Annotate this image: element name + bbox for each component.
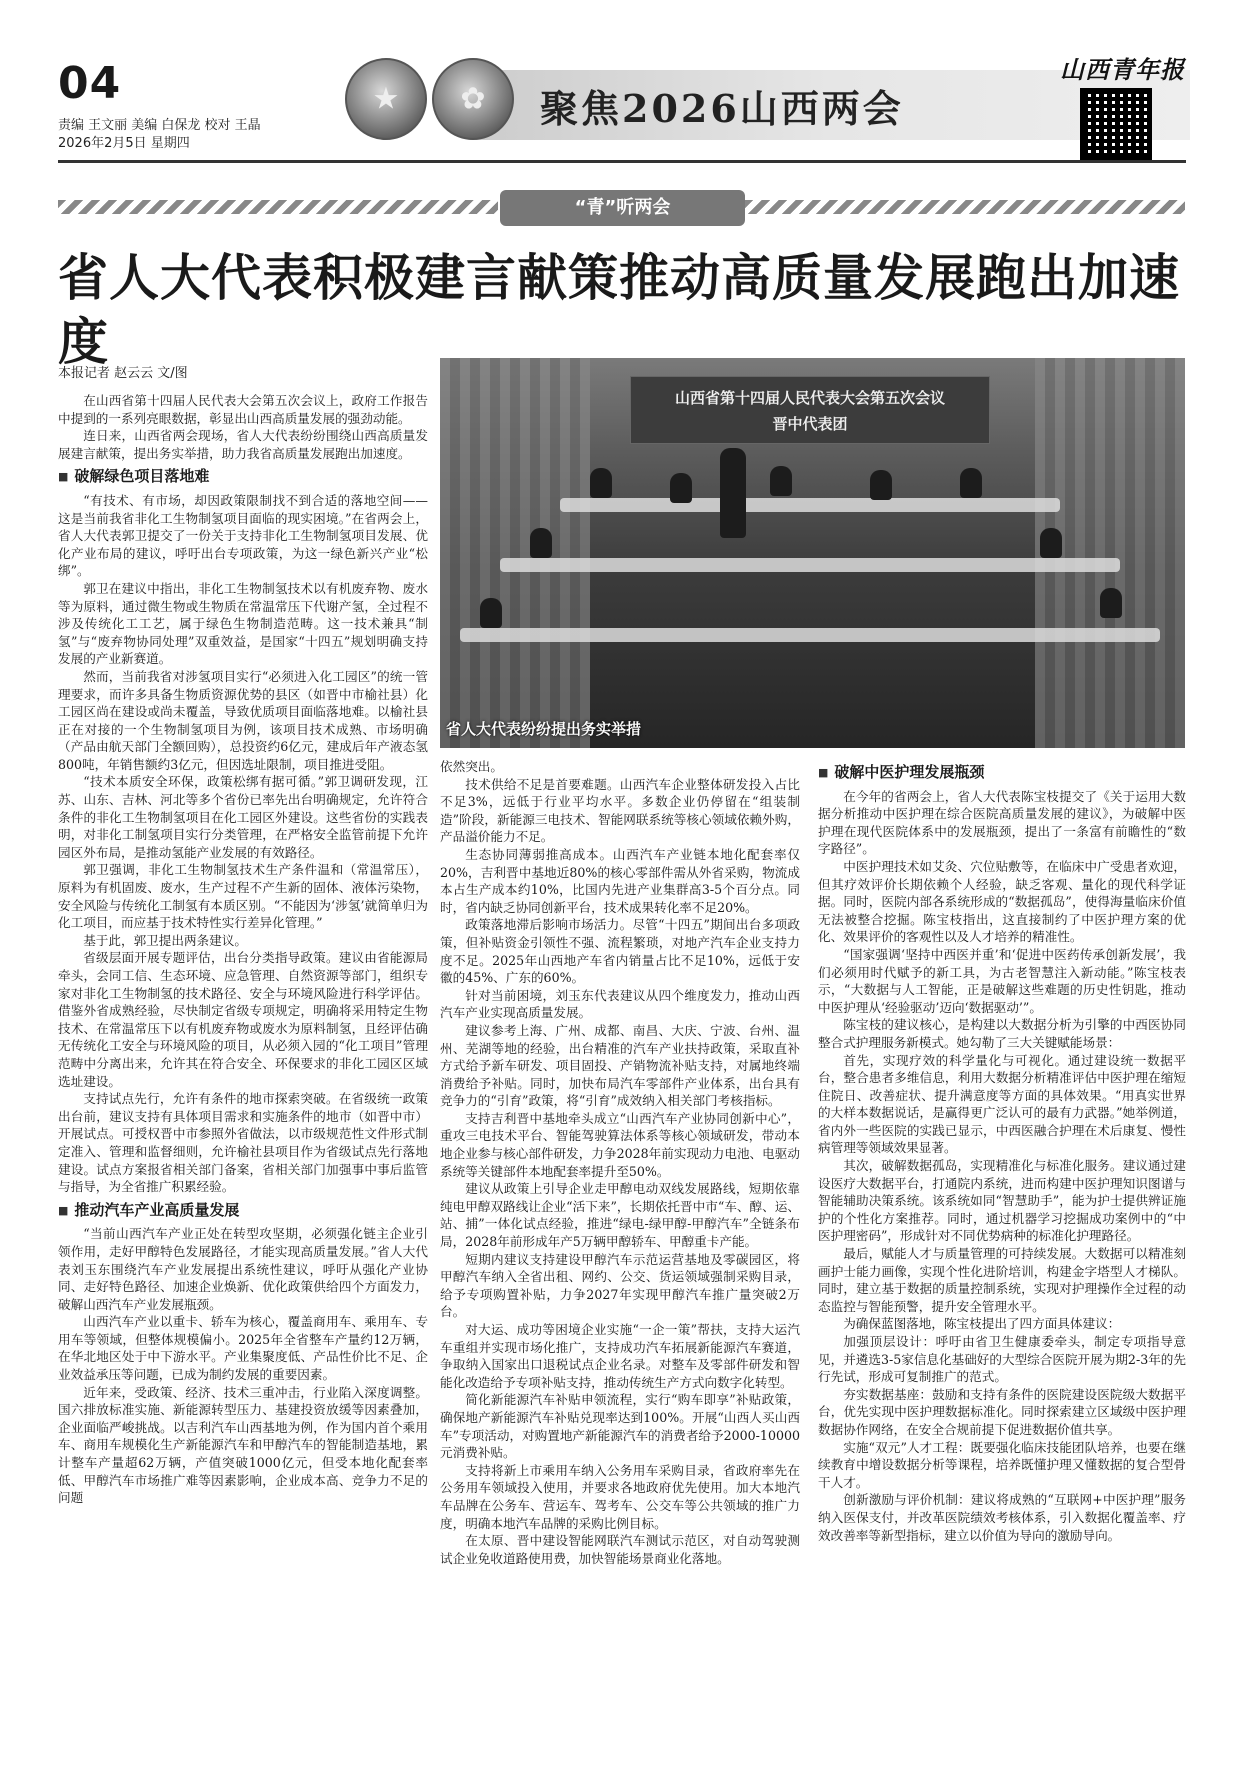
paragraph: 加强顶层设计：呼吁由省卫生健康委牵头，制定专项指导意见，并遴选3-5家信息化基础好的大型综合医院开展为期2-3年的先行先试，形成可复制推广的范式。 <box>818 1334 1186 1385</box>
person <box>1100 588 1122 618</box>
paragraph: 在太原、晋中建设智能网联汽车测试示范区，对自动驾驶测试企业免收道路使用费，加快智能场景商业化落地。 <box>440 1533 800 1566</box>
article-column-2 <box>440 758 800 1748</box>
issue-date: 2026年2月5日 星期四 <box>58 136 190 151</box>
paragraph: 政策落地滞后影响市场活力。尽管“十四五”期间出台多项政策，但补贴资金引领性不强、流程繁琐，对地产汽车企业支持力度不足。2025年山西地产车省内销量占比不足10%，远低于安徽的45%、广东的60%。 <box>440 917 800 986</box>
header-divider <box>58 160 1186 163</box>
paragraph: 山西汽车产业以重卡、轿车为核心，覆盖商用车、乘用车、专用车等领域，但整体规模偏小。2025年全省整车产量约12万辆，在华北地区处于中下游水平。产业集聚度低、产品性价比不足、企业效益承压等问题，已成为制约发展的重要因素。 <box>58 1314 428 1383</box>
paragraph: 其次，破解数据孤岛，实现精准化与标准化服务。建议通过建设医疗大数据平台，打通院内系统，进而构建中医护理知识图谱与智能辅助决策系统。该系统如同“智慧助手”，能为护士提供辨证施护的个性化方案推荐。同时，通过机器学习挖掘成功案例中的“中医护理密码”，形成针对不同优势病种的标准化护理路径。 <box>818 1158 1186 1244</box>
byline: 本报记者 赵云云 文/图 <box>58 366 188 381</box>
paragraph: 近年来，受政策、经济、技术三重冲击，行业陷入深度调整。国六排放标准实施、新能源转型压力、基建投资放缓等因素叠加，企业面临严峻挑战。以吉利汽车山西基地为例，作为国内首个乘用车、商用车规模化生产新能源汽车和甲醇汽车的智能制造基地，累计整车产量超62万辆，产值突破1000亿元，但受本地化配套率低、甲醇汽车市场推广难等因素影响，企业成本高、竞争力不足的问题 <box>58 1384 428 1506</box>
paragraph: 首先，实现疗效的科学量化与可视化。通过建设统一数据平台，整合患者多维信息，利用大数据分析精准评估中医护理在缩短住院日、改善症状、提升满意度等方面的具体效果。“用真实世界的大样本数据说话，是赢得更广泛认可的最有力武器。”她举例道，省内外一些医院的实践已显示，中西医融合护理在术后康复、慢性病管理等领域效果显著。 <box>818 1052 1186 1156</box>
paragraph: 基于此，郭卫提出两条建议。 <box>83 932 247 948</box>
paragraph: 最后，赋能人才与质量管理的可持续发展。大数据可以精准刻画护士能力画像，实现个性化进阶培训，构建金字塔型人才梯队。同时，建立基于数据的质量控制系统，实现对护理操作全过程的动态监控与智能预警，提升安全管理水平。 <box>818 1246 1186 1314</box>
paragraph: 建议参考上海、广州、成都、南昌、大庆、宁波、台州、温州、芜湖等地的经验，出台精准的汽车产业扶持政策，采取直补方式给予新车研发、项目固投、产销物流补贴支持，对属地终端消费给予补贴。同时，加快布局汽车零部件产业体系，出台具有竞争力的“引育”政策，将“引育”成效纳入相关部门考核指标。 <box>440 1022 800 1109</box>
paragraph: 支持吉利晋中基地牵头成立“山西汽车产业协同创新中心”，重攻三电技术平台、智能驾驶算法体系等核心领域研发，带动本地企业参与核心部件研发，力争2028年前实现动力电池、电驱动系统等关键部件本地配套率提升至50%。 <box>440 1110 800 1179</box>
qr-code-icon <box>1080 88 1152 160</box>
person <box>870 470 892 500</box>
person <box>530 528 552 558</box>
paragraph: 实施“双元”人才工程：既要强化临床技能团队培养，也要在继续教育中增设数据分析等课程，培养既懂护理又懂数据的复合型骨干人才。 <box>818 1439 1186 1490</box>
hatch-divider-right <box>745 200 1185 214</box>
paragraph: 郭卫在建议中指出，非化工生物制氢技术以有机废弃物、废水等为原料，通过微生物或生物质在常温常压下代谢产氢，全过程不涉及传统化工工艺，属于绿色生物制造范畴。这一技术兼具“制氢”与“废弃物协同处理”双重效益，是国家“十四五”规划明确支持发展的产业新赛道。 <box>58 580 428 667</box>
table-row <box>500 558 1120 572</box>
paragraph: 支持将新上市乘用车纳入公务用车采购目录，省政府率先在公务用车领域投入使用，并要求各地政府优先使用。加大本地汽车品牌在公务车、营运车、驾考车、公交车等公共领域的推广力度，明确本地汽车品牌的采购比例目标。 <box>440 1462 800 1531</box>
paragraph: 简化新能源汽车补贴申领流程，实行“购车即享”补贴政策，确保地产新能源汽车补贴兑现率达到100%。开展“山西人买山西车”专项活动，对购置地产新能源汽车的消费者给予2000-10000元消费补贴。 <box>440 1392 800 1461</box>
paragraph: 然而，当前我省对涉氢项目实行“必须进入化工园区”的统一管理要求，而许多具备生物质资源优势的县区（如晋中市榆社县）化工园区尚在建设或尚未覆盖，导致优质项目面临落地难。以榆社县正在对接的一个生物制氢项目为例，该项目技术成熟、市场明确（产品由航天部门全额回购），总投资约6亿元，建成后年产液态氢800吨，年销售额约3亿元，但因选址限制，项目推进受阻。 <box>58 668 428 772</box>
subheading: ■ 破解中医护理发展瓶颈 <box>818 764 1186 782</box>
curtain-left <box>440 358 590 748</box>
cppcc-emblem-icon: ✿ <box>432 58 514 140</box>
headline: 省人大代表积极建言献策推动高质量发展跑出加速度 <box>58 248 1180 371</box>
meeting-photo <box>440 358 1185 748</box>
paragraph: 针对当前困境，刘玉东代表建议从四个维度发力，推动山西汽车产业实现高质量发展。 <box>440 987 800 1021</box>
paragraph: 短期内建议支持建设甲醇汽车示范运营基地及零碳园区，将甲醇汽车纳入全省出租、网约、公交、货运领域强制采购目录，给予专项购置补贴，力争2027年实现甲醇汽车推广量突破2万台。 <box>440 1251 800 1320</box>
masthead-logo: 山西青年报 <box>1060 55 1185 84</box>
banner-line-2: 晋中代表团 <box>772 415 848 433</box>
paragraph: 在山西省第十四届人民代表大会第五次会议上，政府工作报告中提到的一系列亮眼数据，彰显出山西高质量发展的强劲动能。 <box>58 393 428 426</box>
paragraph: 在今年的省两会上，省人大代表陈宝枝提交了《关于运用大数据分析推动中医护理在综合医院高质量发展的建议》，为破解中医护理在现代医院体系中的发展瓶颈，提出了一条富有前瞻性的“数字路径”。 <box>818 788 1186 857</box>
person <box>770 466 792 496</box>
paragraph: 连日来，山西省两会现场，省人大代表纷纷围绕山西高质量发展建言献策，提出务实举措，助力我省高质量发展跑出加速度。 <box>58 428 428 461</box>
paragraph: 为确保蓝图落地，陈宝枝提出了四方面具体建议： <box>843 1316 1121 1332</box>
subheading: ■ 破解绿色项目落地难 <box>58 468 428 486</box>
paragraph: 生态协同薄弱推高成本。山西汽车产业链本地化配套率仅20%，吉利晋中基地近80%的核心零部件需从外省采购，物流成本占生产成本约10%，比国内先进产业集群高3-5个百分点。同时，省内缺乏协同创新平台，技术成果转化率不足20%。 <box>440 846 800 915</box>
section-title: 聚焦2026山西两会 <box>540 86 904 131</box>
column-tag: “青”听两会 <box>500 190 745 226</box>
table-row <box>460 628 1160 642</box>
person <box>670 473 692 503</box>
hatch-divider-left <box>58 200 498 214</box>
banner-line-1: 山西省第十四届人民代表大会第五次会议 <box>674 389 945 407</box>
article-column-1 <box>58 392 428 1757</box>
national-emblem-icon: ★ <box>345 58 427 140</box>
paragraph: 对大运、成功等困境企业实施“一企一策”帮扶，支持大运汽车重组并实现市场化推广，支持成功汽车拓展新能源汽车赛道，争取纳入国家出口退税试点企业名录。对整车及零部件研发和智能化改造给予专项补贴支持，推动传统生产方式向数字化转型。 <box>440 1322 800 1390</box>
paragraph: 中医护理技术如艾灸、穴位贴敷等，在临床中广受患者欢迎，但其疗效评价长期依赖个人经验，缺乏客观、量化的现代科学证据。同时，医院内部各系统形成的“数据孤岛”，使得海量临床价值无法被整合挖掘。陈宝枝指出，这直接制约了中医护理方案的优化、效果评价的客观性以及人才培养的精准性。 <box>818 858 1186 945</box>
photo-caption: 省人大代表纷纷提出务实举措 <box>446 720 642 738</box>
person <box>1040 528 1062 558</box>
article-column-3 <box>818 758 1186 1748</box>
paragraph: 建议从政策上引导企业走甲醇电动双线发展路线，短期依靠纯电甲醇双路线让企业“活下来”，长期依托晋中市“车、醇、运、站、捕”一体化试点经验，推进“绿电-绿甲醇-甲醇汽车”全链条布局，2028年前形成年产5万辆甲醇轿车、甲醇重卡产能。 <box>440 1181 800 1250</box>
paragraph: 创新激励与评价机制：建议将成熟的“互联网+中医护理”服务纳入医保支付，并改革医院绩效考核体系，引入数据化覆盖率、疗效改善率等新型指标，建立以价值为导向的激励导向。 <box>818 1492 1186 1543</box>
paragraph: “技术本质安全环保，政策松绑有据可循。”郭卫调研发现，江苏、山东、吉林、河北等多个省份已率先出台明确规定，允许符合条件的非化工生物制氢项目在化工园区外建设。这些省份的实践表明，对非化工制氢项目实行分类管理，在严格安全监管前提下允许园区外布局，是推动氢能产业发展的有效路径。 <box>58 774 428 860</box>
person <box>590 468 612 498</box>
paragraph: 夯实数据基座：鼓励和支持有条件的医院建设医院级大数据平台，优先实现中医护理数据标准化。同时探索建立区域级中医护理数据协作网络，在安全合规前提下促进数据价值共享。 <box>818 1386 1186 1437</box>
person <box>960 468 982 498</box>
standing-person <box>720 448 746 538</box>
paragraph: 技术供给不足是首要难题。山西汽车企业整体研发投入占比不足3%，远低于行业平均水平。多数企业仍停留在“组装制造”阶段，新能源三电技术、智能网联系统等核心领域依赖外购，产品溢价能力不足。 <box>440 776 800 845</box>
paragraph: 陈宝枝的建议核心，是构建以大数据分析为引擎的中西医协同整合式护理服务新模式。她勾勒了三大关键赋能场景： <box>818 1017 1186 1050</box>
paragraph: “当前山西汽车产业正处在转型攻坚期，必须强化链主企业引领作用，走好甲醇特色发展路径，才能实现高质量发展。”省人大代表刘玉东围绕汽车产业发展提出系统性建议，呼吁从强化产业协同、走好特色路径、加速企业焕新、优化政策供给四个方面发力，破解山西汽车产业发展瓶颈。 <box>58 1226 428 1312</box>
person <box>480 598 502 628</box>
paragraph: 支持试点先行，允许有条件的地市探索突破。在省级统一政策出台前，建议支持有具体项目需求和实施条件的地市（如晋中市）开展试点。可授权晋中市参照外省做法，以市级规范性文件形式制定准入、管理和监督细则，允许榆社县项目作为省级试点先行落地建设。试点方案报省相关部门备案，省相关部门加强事中事后监管与指导，为全省推广积累经验。 <box>58 1091 428 1195</box>
editors-line: 责编 王文丽 美编 白保龙 校对 王晶 <box>58 118 261 133</box>
paragraph: 省级层面开展专题评估，出台分类指导政策。建议由省能源局牵头，会同工信、生态环境、应急管理、自然资源等部门，组织专家对非化工生物制氢的技术路径、安全与环境风险进行科学评估。借鉴外省成熟经验，尽快制定省级专项规定，明确将采用特定生物技术、在常温常压下以有机废弃物或废水为原料制氢，且经评估确无传统化工安全与环境风险的项目，从必须入园的“化工项目”管理范畴中分离出来，允许其在符合安全、环保要求的非化工园区区域选址建设。 <box>58 950 428 1089</box>
page-number: 04 <box>58 58 122 109</box>
paragraph: “国家强调‘坚持中西医并重’和‘促进中医药传承创新发展’，我们必须用时代赋予的新工具，为古老智慧注入新动能。”陈宝枝表示，“大数据与人工智能，正是破解这些难题的历史性钥匙，推动中医护理从‘经验驱动’迈向‘数据驱动’”。 <box>818 946 1186 1015</box>
paragraph: “有技术、有市场，却因政策限制找不到合适的落地空间——这是当前我省非化工生物制氢项目面临的现实困境。”在省两会上，省人大代表郭卫提交了一份关于支持非化工生物制氢项目发展、优化产业布局的建议，呼吁出台专项政策，为这一绿色新兴产业“松绑”。 <box>58 492 428 579</box>
editor-credits <box>58 117 261 153</box>
meeting-banner <box>630 376 990 444</box>
table-row <box>560 498 1060 512</box>
paragraph: 郭卫强调，非化工生物制氢技术生产条件温和（常温常压），原料为有机固废、废水，生产过程不产生新的固体、液体污染物，安全风险与传统化工制氢有本质区别。“不能因为‘涉氢’就简单归为化工项目，而应基于技术特性实行差异化管理。” <box>58 862 428 931</box>
subheading: ■ 推动汽车产业高质量发展 <box>58 1202 428 1220</box>
paragraph: 依然突出。 <box>440 759 503 774</box>
